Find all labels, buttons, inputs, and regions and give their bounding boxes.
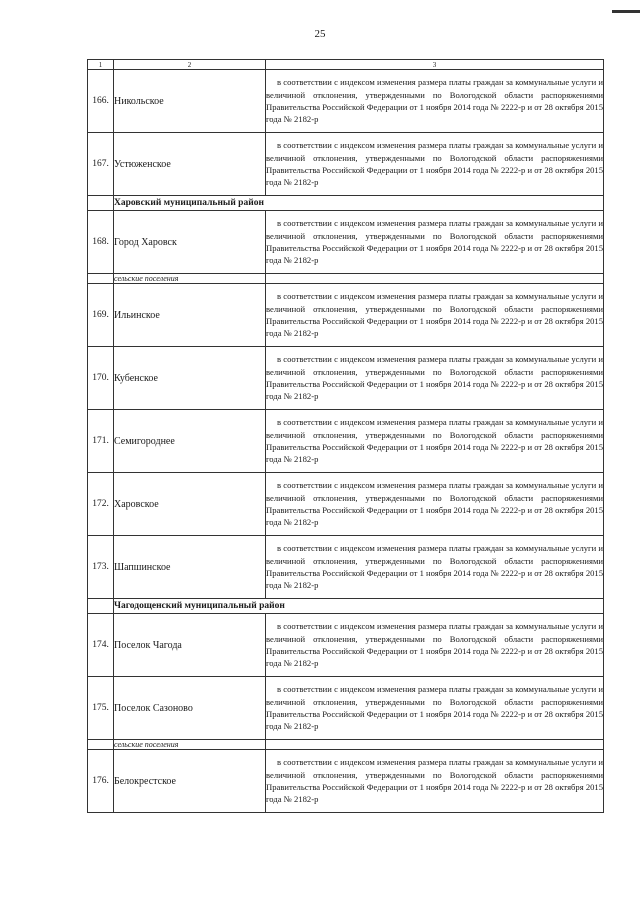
table-row — [88, 536, 604, 599]
page-number: 25 — [314, 28, 326, 40]
tariff-description: в соответствии с индексом изменения размера платы граждан за коммунальные услуги и величиной отклонения, утвержденными по Вологодской области распоряжениями Правительства Российской Федерации от 1 ноября 2014 года № 2222-р и от 28 октября 2015 года № 2182-р — [266, 473, 604, 536]
table-row — [88, 284, 604, 347]
tariff-description: в соответствии с индексом изменения размера платы граждан за коммунальные услуги и величиной отклонения, утвержденными по Вологодской области распоряжениями Правительства Российской Федерации от 1 ноября 2014 года № 2222-р и от 28 октября 2015 года № 2182-р — [266, 211, 604, 274]
table-header-row — [88, 60, 604, 70]
corner-mark — [612, 10, 640, 13]
row-number: 175. — [88, 677, 114, 740]
settlement-name: Белокрестское — [114, 750, 266, 813]
table-row — [88, 473, 604, 536]
table-row — [88, 211, 604, 274]
tariff-description: в соответствии с индексом изменения размера платы граждан за коммунальные услуги и величиной отклонения, утвержденными по Вологодской области распоряжениями Правительства Российской Федерации от 1 ноября 2014 года № 2222-р и от 28 октября 2015 года № 2182-р — [266, 750, 604, 813]
column-name-header: 2 — [114, 60, 266, 70]
district-header-row — [88, 599, 604, 614]
tariff-description: в соответствии с индексом изменения размера платы граждан за коммунальные услуги и величиной отклонения, утвержденными по Вологодской области распоряжениями Правительства Российской Федерации от 1 ноября 2014 года № 2222-р и от 28 октября 2015 года № 2182-р — [266, 284, 604, 347]
district-name: Харовский муниципальный район — [114, 196, 604, 211]
row-number: 167. — [88, 133, 114, 196]
settlement-name: Устюженское — [114, 133, 266, 196]
subsection-row — [88, 274, 604, 284]
subsection-label: сельские поселения — [114, 274, 266, 284]
row-number: 170. — [88, 347, 114, 410]
table-row — [88, 750, 604, 813]
section-spacer-cell — [88, 599, 114, 614]
settlement-name: Поселок Сазоново — [114, 677, 266, 740]
settlement-name: Шапшинское — [114, 536, 266, 599]
row-number: 166. — [88, 70, 114, 133]
column-number-header: 1 — [88, 60, 114, 70]
row-number: 172. — [88, 473, 114, 536]
row-number: 168. — [88, 211, 114, 274]
tariff-description: в соответствии с индексом изменения размера платы граждан за коммунальные услуги и величиной отклонения, утвержденными по Вологодской области распоряжениями Правительства Российской Федерации от 1 ноября 2014 года № 2222-р и от 28 октября 2015 года № 2182-р — [266, 70, 604, 133]
subsection-row — [88, 740, 604, 750]
tariff-description: в соответствии с индексом изменения размера платы граждан за коммунальные услуги и величиной отклонения, утвержденными по Вологодской области распоряжениями Правительства Российской Федерации от 1 ноября 2014 года № 2222-р и от 28 октября 2015 года № 2182-р — [266, 410, 604, 473]
tariff-description: в соответствии с индексом изменения размера платы граждан за коммунальные услуги и величиной отклонения, утвержденными по Вологодской области распоряжениями Правительства Российской Федерации от 1 ноября 2014 года № 2222-р и от 28 октября 2015 года № 2182-р — [266, 536, 604, 599]
table-row — [88, 347, 604, 410]
row-number: 173. — [88, 536, 114, 599]
table-row — [88, 410, 604, 473]
tariff-description: в соответствии с индексом изменения размера платы граждан за коммунальные услуги и величиной отклонения, утвержденными по Вологодской области распоряжениями Правительства Российской Федерации от 1 ноября 2014 года № 2222-р и от 28 октября 2015 года № 2182-р — [266, 614, 604, 677]
table-row — [88, 614, 604, 677]
district-header-row — [88, 196, 604, 211]
tariff-description: в соответствии с индексом изменения размера платы граждан за коммунальные услуги и величиной отклонения, утвержденными по Вологодской области распоряжениями Правительства Российской Федерации от 1 ноября 2014 года № 2222-р и от 28 октября 2015 года № 2182-р — [266, 133, 604, 196]
row-number: 171. — [88, 410, 114, 473]
settlement-name: Город Харовск — [114, 211, 266, 274]
settlement-name: Кубенское — [114, 347, 266, 410]
row-number: 176. — [88, 750, 114, 813]
row-number: 169. — [88, 284, 114, 347]
subsection-label: сельские поселения — [114, 740, 266, 750]
settlement-name: Ильинское — [114, 284, 266, 347]
settlement-name: Харовское — [114, 473, 266, 536]
settlement-name: Семигороднее — [114, 410, 266, 473]
settlement-name: Поселок Чагода — [114, 614, 266, 677]
subsection-spacer-cell — [88, 740, 114, 750]
column-description-header: 3 — [266, 60, 604, 70]
settlement-name: Никольское — [114, 70, 266, 133]
subsection-empty-cell — [266, 740, 604, 750]
subsection-spacer-cell — [88, 274, 114, 284]
table-row — [88, 70, 604, 133]
section-spacer-cell — [88, 196, 114, 211]
tariff-description: в соответствии с индексом изменения размера платы граждан за коммунальные услуги и величиной отклонения, утвержденными по Вологодской области распоряжениями Правительства Российской Федерации от 1 ноября 2014 года № 2222-р и от 28 октября 2015 года № 2182-р — [266, 677, 604, 740]
tariff-description: в соответствии с индексом изменения размера платы граждан за коммунальные услуги и величиной отклонения, утвержденными по Вологодской области распоряжениями Правительства Российской Федерации от 1 ноября 2014 года № 2222-р и от 28 октября 2015 года № 2182-р — [266, 347, 604, 410]
district-name: Чагодощенский муниципальный район — [114, 599, 604, 614]
row-number: 174. — [88, 614, 114, 677]
subsection-empty-cell — [266, 274, 604, 284]
table-row — [88, 677, 604, 740]
tariff-table — [87, 59, 604, 813]
table-row — [88, 133, 604, 196]
